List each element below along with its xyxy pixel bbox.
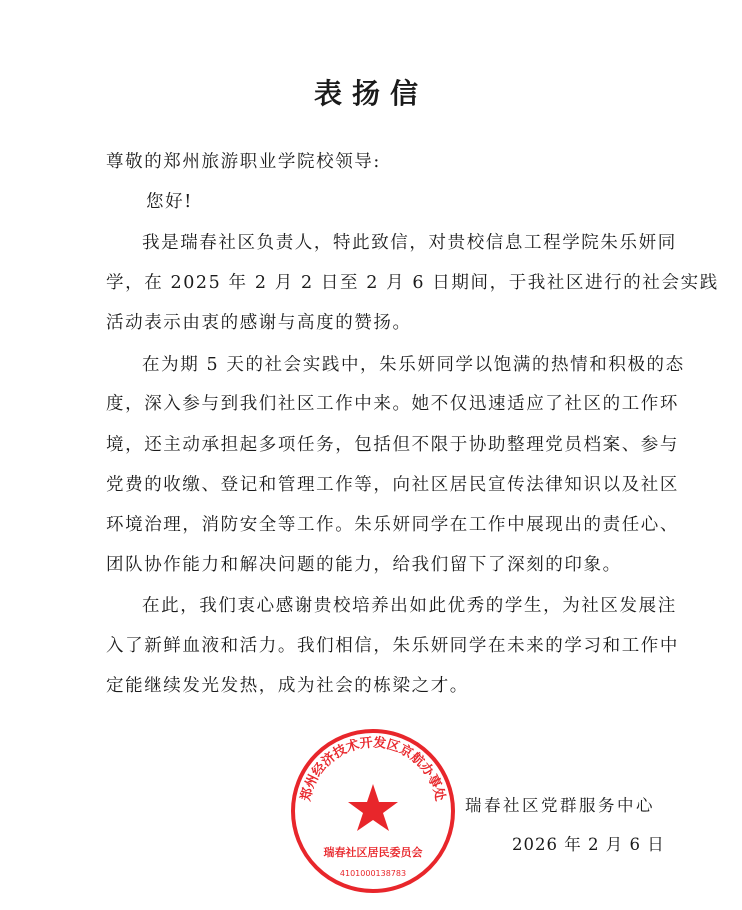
paragraph-line: 在为期 5 天的社会实践中，朱乐妍同学以饱满的热情和积极的态 (142, 355, 685, 375)
official-seal (288, 726, 458, 896)
salutation: 尊敬的郑州旅游职业学院校领导: (106, 152, 381, 172)
seal-outer-text: 郑州经济技术开发区京航办事处 (298, 735, 448, 803)
paragraph-line: 活动表示由衷的感谢与高度的赞扬。 (106, 313, 412, 333)
star-icon (348, 784, 398, 831)
paragraph-line: 度，深入参与到我们社区工作中来。她不仅迅速适应了社区的工作环 (106, 394, 679, 414)
seal-code: 4101000138783 (339, 869, 407, 878)
signature-date: 2026 年 2 月 6 日 (512, 835, 665, 854)
paragraph-line: 我是瑞春社区负责人，特此致信，对贵校信息工程学院朱乐妍同 (142, 233, 677, 253)
seal-inner-text: 瑞春社区居民委员会 (323, 846, 423, 859)
signature-organization: 瑞春社区党群服务中心 (465, 796, 655, 815)
letter-title: 表扬信 (313, 77, 428, 110)
paragraph-line: 党费的收缴、登记和管理工作等，向社区居民宣传法律知识以及社区 (106, 475, 679, 495)
greeting: 您好! (146, 192, 193, 212)
paragraph-line: 学，在 2025 年 2 月 2 日至 2 月 6 日期间，于我社区进行的社会实践 (106, 273, 719, 293)
paragraph-line: 在此，我们衷心感谢贵校培养出如此优秀的学生，为社区发展注 (142, 596, 677, 616)
paragraph-line: 团队协作能力和解决问题的能力，给我们留下了深刻的印象。 (106, 555, 622, 575)
paragraph-line: 入了新鲜血液和活力。我们相信，朱乐妍同学在未来的学习和工作中 (106, 636, 679, 656)
paragraph-line: 境，还主动承担起多项任务，包括但不限于协助整理党员档案、参与 (106, 435, 679, 455)
paragraph-line: 环境治理，消防安全等工作。朱乐妍同学在工作中展现出的责任心、 (106, 515, 679, 535)
paragraph-line: 定能继续发光发热，成为社会的栋梁之才。 (106, 676, 469, 696)
